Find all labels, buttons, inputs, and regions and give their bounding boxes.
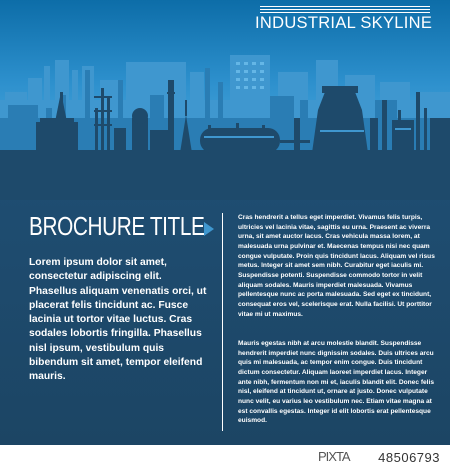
chevron-right-icon bbox=[204, 222, 214, 236]
body-paragraph-1: Cras hendrerit a tellus eget imperdiet. Vivamus felis turpis, ultricies vel lacinia vitae, sagittis eu urna. Praesent ac viverra urna, sit amet auctor lacus. Cras vehicula massa lorem, at malesuada urna pulvinar et. Maecenas tempus nisi nec quam congue vulputate. Proin quis tincidunt lacus. Aliquam vel risus metus. Integer sit amet sem nibh. Curabitur eget iaculis mi. Suspendisse potenti. Suspendisse commodo tortor in velit aliquam sodales. Mauris imperdiet malesuada. Vivamus pellentesque nunc ac porta malesuada. Sed eget ex tincidunt, consequat eros vel, scelerisque erat. Nulla facilisi. Ut porttitor vitae mi ut maximus. bbox=[238, 214, 435, 318]
intro-text: Lorem ipsum dolor sit amet, consectetur adipiscing elit. Phasellus aliquam venenatis orci, ut placerat felis tincidunt ac. Fusce lacinia ut tortor vitae luctus. Cras sodales lobortis fringilla. Phasellus nisl ipsum, vestibulum quis bibendum sit amet, tempor eleifend mauris. bbox=[29, 257, 207, 383]
column-divider bbox=[222, 213, 223, 431]
header-title: INDUSTRIAL SKYLINE bbox=[255, 14, 433, 32]
brochure-title: BROCHURE TITLE bbox=[29, 211, 205, 241]
header-stripe bbox=[260, 12, 430, 13]
watermark: PIXTA bbox=[318, 449, 350, 464]
body-paragraph-2: Mauris egestas nibh at arcu molestie blandit. Suspendisse hendrerit imperdiet nunc dignissim sodales. Duis ultrices arcu quis mi malesuada, ac tempor enim congue. Duis tincidunt dictum consectetur. Aliquam laoreet imperdiet lacus. Integer ante nibh, fermentum non mi et, iaculis blandit elit. Donec felis nisl, eleifend at tincidunt ut, ornare at justo. Donec vulputate nunc velit, eu varius leo vestibulum nec. Etiam vitae magna at est convallis egestas. Integer id elit lobortis erat pellentesque euismod. bbox=[238, 340, 435, 425]
stock-footer bbox=[0, 445, 450, 469]
header-stripe bbox=[260, 6, 430, 7]
stock-id: 48506793 bbox=[378, 450, 440, 465]
header-stripe bbox=[260, 9, 430, 10]
